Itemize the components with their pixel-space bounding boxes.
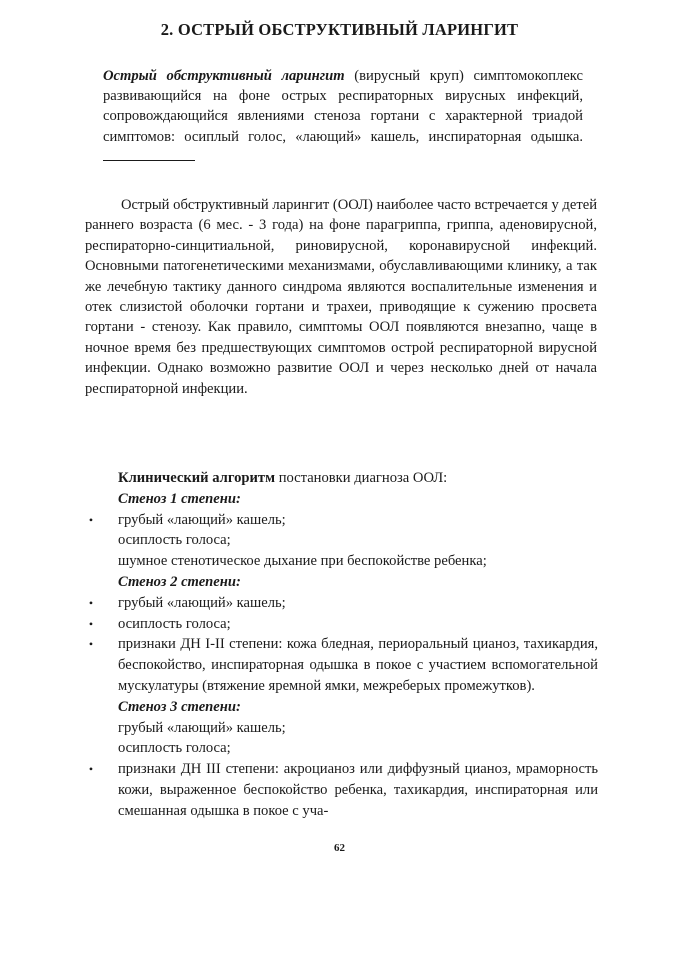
list-item-text: грубый «лающий» кашель; (118, 594, 286, 611)
definition-underline (103, 159, 195, 161)
list-item (88, 593, 598, 614)
list-item-text: осиплость голоса; (118, 615, 231, 632)
stage2-title: Стеноз 2 степени: (118, 573, 241, 590)
list-item (88, 510, 598, 531)
list-item (118, 530, 598, 551)
list-item-text: грубый «лающий» кашель; (118, 719, 286, 736)
chapter-title: 2. ОСТРЫЙ ОБСТРУКТИВНЫЙ ЛАРИНГИТ (160, 20, 519, 39)
algorithm-heading-bold: Клинический алгоритм (118, 470, 276, 486)
bullet-icon: • (88, 762, 94, 777)
list-item-text: грубый «лающий» кашель; (118, 511, 286, 528)
algorithm-heading (118, 468, 598, 489)
bullet-icon: • (88, 512, 94, 527)
list-item (118, 551, 598, 572)
algorithm-heading-rest: постановки диагноза ООЛ: (275, 470, 448, 486)
list-item (88, 614, 598, 635)
bullet-icon: • (88, 595, 94, 610)
intro-paragraph-text: Острый обструктивный ларингит (ООЛ) наиболее часто встречается у детей раннего возраста (6 мес. - 3 года) на фоне парагриппа, гриппа, аденовирусной, респираторно-синцитиальной, риновирусной, коронавирусной инфекций. Основными патогенетическими механизмами, обуславливающими клинику, а так же лечебную тактику данного синдрома являются воспалительные изменения и отек слизистой оболочки гортани и трахеи, приводящие к сужению просвета гортани - стенозу. Как правило, симптомы ООЛ появляются внезапно, чаще в ночное время без предшествующих симптомов острой респираторной вирусной инфекции. Однако возможно развитие ООЛ и через несколько дней от начала респираторной инфекции. (85, 197, 597, 397)
intro-paragraph (85, 195, 597, 399)
definition-text: (вирусный круп) симптомокоплекс развивающийся на фоне острых респираторных вирусных инфекций, сопровождающийся явлениями стеноза гортани с характерной триадой симптомов: осиплый голос, «лающий» кашель, инспираторная одышка. (103, 68, 583, 145)
bullet-icon: • (88, 637, 94, 652)
definition-term: Острый обструктивный ларингит (103, 68, 345, 84)
bullet-icon: • (88, 616, 94, 631)
definition-box (103, 66, 583, 167)
list-item-text: осиплость голоса; (118, 532, 231, 549)
stage3-title: Стеноз 3 степени: (118, 698, 241, 715)
diagnosis-algorithm (88, 468, 598, 822)
list-item-text: шумное стенотическое дыхание при беспокойстве ребенка; (118, 553, 487, 570)
list-item-text: признаки ДН I-II степени: кожа бледная, периоральный цианоз, тахикардия, беспокойство, инспираторная одышка в покое с участием вспомогательной мускулатуры (втяжение яремной ямки, межреберых промежутков). (118, 636, 598, 694)
list-item-text: осиплость голоса; (118, 740, 231, 757)
page-number: 62 (334, 842, 345, 854)
list-item (88, 759, 598, 821)
list-item (118, 718, 598, 739)
list-item (88, 634, 598, 696)
list-item (118, 738, 598, 759)
list-item-text: признаки ДН III степени: акроцианоз или диффузный цианоз, мраморность кожи, выраженное беспокойство ребенка, тахикардия, инспираторная или смешанная одышка в покое с уча- (118, 761, 598, 819)
stage1-title: Стеноз 1 степени: (118, 490, 241, 507)
